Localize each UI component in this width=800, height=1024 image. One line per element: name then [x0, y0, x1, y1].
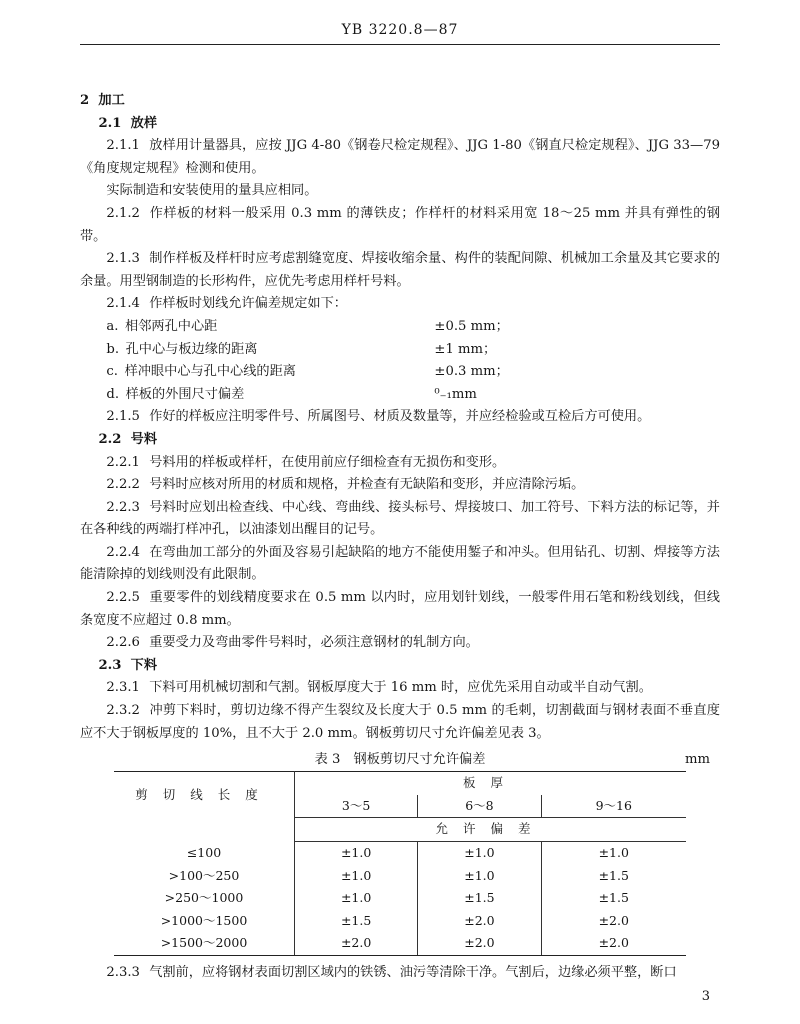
- clause-text: 重要零件的划线精度要求在 0.5 mm 以内时，应用划针划线，一般零件用石笔和粉线划线，但线条宽度不应超过 0.8 mm。: [80, 590, 720, 628]
- value-cell: ±1.0: [418, 865, 541, 888]
- table-title: 表 3 钢板剪切尺寸允许偏差: [314, 752, 486, 768]
- clause-2-1-3: [80, 248, 720, 293]
- value-cell: ±1.5: [598, 867, 629, 883]
- clause-2-1-1-cont: 实际制造和安装使用的量具应相同。: [106, 183, 318, 199]
- clause-number: 2.3.1: [106, 680, 140, 696]
- row-header: 剪切线长度: [114, 772, 295, 818]
- clause-number: 2.2.6: [106, 635, 140, 651]
- table-row: [114, 865, 686, 888]
- item-letter: a.: [106, 318, 119, 334]
- value-cell: ±1.5: [295, 910, 418, 933]
- clause-text: 放样用计量器具，应按 JJG 4-80《钢卷尺检定规程》、JJG 1-80《钢直尺检定规程》、JJG 33—79《角度规定规程》检测和使用。: [80, 138, 720, 176]
- clause-number: 2.1.5: [106, 409, 140, 425]
- tolerance-item: [80, 361, 720, 384]
- item-label: 样冲眼中心与孔中心线的距离: [124, 364, 296, 380]
- tolerance-item: [80, 384, 720, 407]
- item-label: 样板的外围尺寸偏差: [125, 386, 245, 402]
- subsection-number: 2.2: [98, 431, 122, 447]
- clause-text: 制作样板及样杆时应考虑割缝宽度、焊接收缩余量、构件的装配间隙、机械加工余量及其它要求的余量。用型钢制造的长形构件，应优先考虑用样杆号料。: [80, 251, 720, 289]
- clause-2-1-1: [80, 135, 720, 180]
- value-cell: ±1.0: [295, 887, 418, 910]
- clause-text: 作好的样板应注明零件号、所属图号、材质及数量等，并应经检验或互检后方可使用。: [149, 409, 651, 425]
- table-row: [114, 910, 686, 933]
- tolerance-header: 允许偏差: [295, 818, 687, 842]
- section-title: 加工: [98, 93, 125, 108]
- clause-text: 作样板的材料一般采用 0.3 mm 的薄铁皮；作样杆的材料采用宽 18～25 mm 并具有弹性的钢带。: [80, 205, 720, 244]
- table-caption: [80, 749, 720, 771]
- clause-2-2-5: [80, 587, 720, 632]
- value-cell: ±2.0: [295, 932, 418, 955]
- clause-2-2-3: [80, 497, 720, 542]
- item-label: 孔中心与板边缘的距离: [125, 341, 258, 357]
- subsection-heading: [98, 655, 720, 678]
- clause-text: 下料可用机械切割和气割。钢板厚度大于 16 mm 时，应优先采用自动或半自动气割。: [149, 680, 652, 696]
- clause-number: 2.2.2: [106, 477, 140, 493]
- item-value: ±0.3 mm；: [434, 364, 509, 380]
- subsection-number: 2.1: [98, 115, 122, 131]
- clause-2-3-2: [80, 700, 720, 745]
- clause-2-1-4: [80, 293, 720, 316]
- tolerance-item: [80, 316, 720, 339]
- value-cell: ±1.0: [598, 845, 629, 860]
- value-cell: ±1.0: [295, 842, 418, 865]
- header-rule: [80, 44, 720, 45]
- table-unit: mm: [684, 752, 710, 768]
- value-cell: ±2.0: [418, 932, 541, 955]
- value-cell: ±2.0: [418, 910, 541, 933]
- clause-text: 号料时应核对所用的材质和规格，并检查有无缺陷和变形，并应清除污垢。: [149, 477, 585, 493]
- clause-number: 2.3.3: [106, 964, 140, 980]
- clause-number: 2.2.5: [106, 590, 140, 606]
- shear-tolerance-table: [114, 771, 686, 956]
- thickness-col: 9～16: [541, 795, 686, 818]
- page-number: 3: [701, 989, 710, 1004]
- clause-2-3-1: [80, 677, 720, 700]
- clause-number: 2.1.1: [106, 138, 140, 154]
- thickness-header: 板厚: [295, 772, 687, 795]
- length-cell: ≤100: [114, 842, 295, 865]
- subsection-title: 号料: [130, 431, 158, 447]
- clause-text: 冲剪下料时，剪切边缘不得产生裂纹及长度大于 0.5 mm 的毛刺，切割截面与钢材表面不垂直度应不大于钢板厚度的 10%，且不大于 2.0 mm。钢板剪切尺寸允许偏差见表 3。: [80, 703, 720, 741]
- clause-number: 2.1.4: [106, 296, 140, 312]
- clause-2-2-2: [80, 474, 720, 497]
- section-heading: [80, 90, 720, 113]
- document-body: [80, 90, 720, 985]
- value-cell: ±2.0: [541, 932, 686, 955]
- clause-number: 2.3.2: [106, 703, 140, 719]
- value-cell: ±2.0: [598, 912, 629, 928]
- thickness-col: 3～5: [295, 795, 418, 818]
- clause-2-2-4: [80, 542, 720, 587]
- value-cell: ±1.5: [598, 890, 629, 906]
- clause-2-3-3: [80, 962, 720, 985]
- item-value: ±0.5 mm；: [434, 318, 509, 334]
- length-cell: >1000～1500: [114, 910, 295, 933]
- page-header: YB 3220.8—87: [341, 22, 459, 38]
- item-value: ⁰₋₁mm: [434, 386, 477, 402]
- clause-number: 2.1.2: [106, 205, 140, 221]
- subsection-title: 下料: [130, 657, 158, 673]
- section-number: 2: [80, 93, 90, 108]
- table-row: [114, 842, 686, 865]
- clause-number: 2.2.1: [106, 454, 140, 470]
- length-cell: >100～250: [114, 865, 295, 888]
- clause-2-2-1: [80, 452, 720, 475]
- clause-2-1-5: [80, 406, 720, 429]
- value-cell: ±1.0: [295, 865, 418, 888]
- clause-2-1-2: [80, 203, 720, 248]
- clause-number: 2.1.3: [106, 251, 140, 267]
- subsection-number: 2.3: [98, 657, 122, 673]
- clause-2-2-6: [80, 632, 720, 655]
- length-cell: >250～1000: [114, 887, 295, 910]
- clause-text: 气割前，应将钢材表面切割区域内的铁锈、油污等清除干净。气割后，边缘必须平整，断口: [149, 964, 677, 980]
- item-value: ±1 mm；: [434, 341, 497, 357]
- length-cell: >1500～2000: [114, 932, 295, 955]
- item-letter: c.: [106, 364, 118, 380]
- clause-text: 作样板时划线允许偏差规定如下：: [149, 296, 347, 312]
- value-cell: ±1.0: [418, 842, 541, 865]
- table-row: [114, 932, 686, 955]
- item-letter: d.: [106, 386, 120, 402]
- value-cell: ±1.5: [418, 887, 541, 910]
- table-row: [114, 887, 686, 910]
- clause-text: 重要受力及弯曲零件号料时，必须注意钢材的轧制方向。: [149, 635, 479, 651]
- subsection-heading: [98, 429, 720, 452]
- clause-number: 2.2.3: [106, 499, 140, 515]
- clause-text: 在弯曲加工部分的外面及容易引起缺陷的地方不能使用錾子和冲头。但用钻孔、切割、焊接等方法能清除掉的划线则没有此限制。: [80, 544, 720, 583]
- clause-text: 号料时应划出检查线、中心线、弯曲线、接头标号、焊接坡口、加工符号、下料方法的标记等，并在各种线的两端打样冲孔，以油漆划出醒目的记号。: [80, 499, 720, 538]
- tolerance-item: [80, 339, 720, 362]
- item-label: 相邻两孔中心距: [125, 318, 218, 334]
- clause-number: 2.2.4: [106, 544, 140, 560]
- clause-text: 号料用的样板或样杆，在使用前应仔细检查有无损伤和变形。: [149, 454, 506, 470]
- thickness-col: 6～8: [418, 795, 541, 818]
- subsection-heading: [98, 113, 720, 136]
- item-letter: b.: [106, 341, 120, 357]
- subsection-title: 放样: [130, 115, 158, 131]
